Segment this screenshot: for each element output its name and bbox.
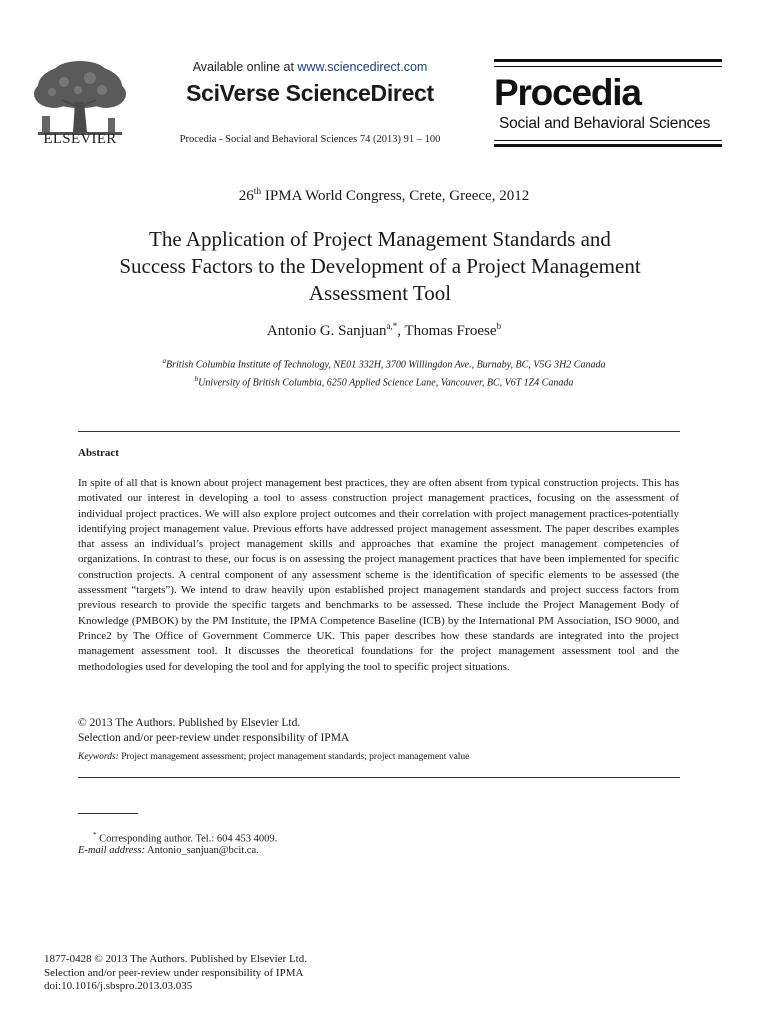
copyright-line: © 2013 The Authors. Published by Elsevier Ltd. [78,717,301,729]
footnote-rule [78,813,138,814]
affiliation-text: British Columbia Institute of Technology, NE01 332H, 3700 Willingdon Ave., Burnaby, BC, V5G 3H2 Canada [166,359,606,371]
email-note [78,845,259,856]
affiliation-mark: a [162,357,167,365]
footer-peer-review-line: Selection and/or peer-review under responsibility of IPMA [44,966,304,979]
abstract-top-rule [78,431,680,432]
affiliation-line [0,372,768,390]
affiliation-line [0,354,768,372]
journal-rule-top-thick [494,59,722,62]
conference-number: 26 [238,188,254,204]
sciencedirect-link[interactable]: www.sciencedirect.com [297,60,428,74]
conference-ordinal: th [253,187,262,197]
affiliation-mark: b [194,375,199,384]
publisher-name: ELSEVIER [43,131,117,147]
author-list [0,321,768,340]
author-name: Thomas Froese [404,323,497,339]
journal-citation: Procedia - Social and Behavioral Sciences 74 (2013) 91 – 100 [179,134,441,145]
journal-title: Procedia [494,72,641,113]
available-prefix: Available online at [192,60,298,74]
title-line: Assessment Tool [308,281,452,305]
abstract-body: In spite of all that is known about project management best practices, they are often absent from typical construction projects. This has motivated our interest in developing a tool to assess construction project management practices, focusing on the assessment of individual project practices. We will also explore project outcomes and their correlation with project management practices-potentially identifying project management value. Previous efforts have addressed project management assessment. The paper describes examples that assess an individual’s project management skills and approaches that examine the project management competencies of organizations. In contrast to these, our focus is on assessing the project management practices that have been implemented for specific construction projects. A central component of any assessment scheme is the identification of specific elements to be assessed (the assessment “targets”). We intend to draw heavily upon established project management standards and project success factors from previous research to provide the specific targets and benchmarks to be assessed. These include the Project Management Body of Knowledge (PMBOK) by the PM Institute, the IPMA Competence Baseline (ICB) by the International PM Association, ISO 9000, and Prince2 by The Office of Government Commerce UK. This paper describes how these standards are integrated into the project management assessment tool. It discusses the theoretical foundations for the project management assessment tool and the methodologies used for developing the tool and for applying the tool to specific project situations. [78,477,679,673]
page-footer [44,953,307,994]
paper-title [60,226,700,307]
footnote-mark: * [93,831,97,839]
email-label: E-mail address: [78,845,145,856]
keywords-label: Keywords: [78,752,119,762]
email-address[interactable]: Antonio_sanjuan@bcit.ca. [144,845,259,856]
conference-line [0,187,768,205]
author-affiliation-mark: a,* [386,321,398,331]
copyright-notice [78,716,349,745]
author-name: Antonio G. Sanjuan [266,323,387,339]
corresponding-author-text: Corresponding author. Tel.: 604 453 4009. [96,833,278,845]
journal-rule-bottom-thick [494,144,722,147]
doi-line[interactable]: doi:10.1016/j.sbspro.2013.03.035 [44,980,193,992]
peer-review-line: Selection and/or peer-review under responsibility of IPMA [78,731,350,744]
title-line: Success Factors to the Development of a Project Management [119,254,641,278]
journal-subtitle: Social and Behavioral Sciences [499,115,711,132]
keywords [78,752,469,762]
conference-rest: IPMA World Congress, Crete, Greece, 2012 [261,188,530,204]
keywords-text: Project management assessment; project management standards; project management value [118,752,470,762]
author-affiliation-mark: b [496,321,502,331]
journal-rule-bottom-thin [494,140,722,141]
platform-name: SciVerse ScienceDirect [186,80,434,106]
available-online-line [150,60,470,74]
issn-copyright-line: 1877-0428 © 2013 The Authors. Published by Elsevier Ltd. [44,953,307,965]
affiliation-text: University of British Columbia, 6250 Applied Science Lane, Vancouver, BC, V6T 1Z4 Canada [198,377,574,389]
corresponding-author-note [93,831,277,845]
abstract-heading: Abstract [78,447,119,459]
journal-rule-top-thin [494,66,722,67]
author-separator: , [397,323,405,339]
affiliations [0,354,768,391]
abstract-bottom-rule [78,777,680,778]
title-line: The Application of Project Management Standards and [149,227,611,251]
